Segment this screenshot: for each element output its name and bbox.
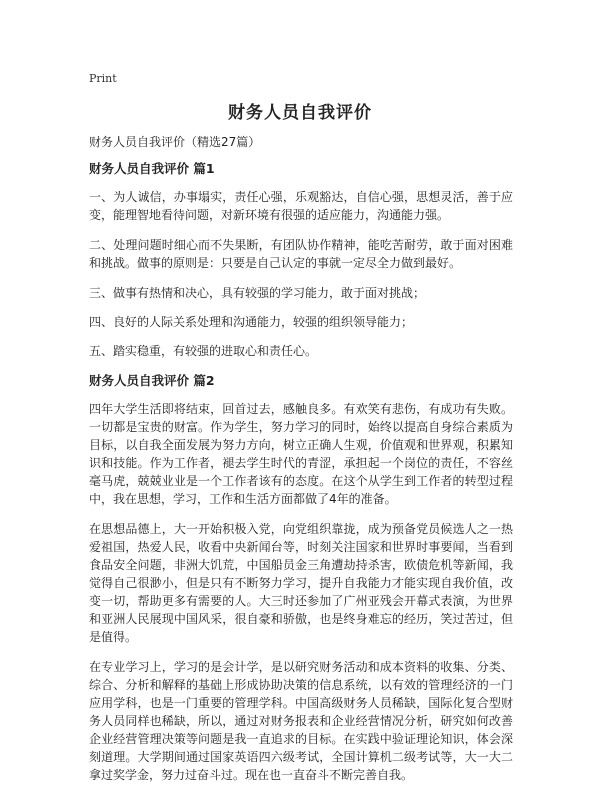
paragraph: 在专业学习上，学习的是会计学，是以研究财务活动和成本资料的收集、分类、综合、分析和解释的基础上形成协助决策的信息系统，以有效的管理经济的一门应用学科，也是一门重要的管理学科。中国高级财务人员稀缺，国际化复合型财务人员同样也稀缺，所以，通过对财务报表和企业经营情况分析，研究如何改善企业经营管理决策等问题是我一直追求的目标。在实践中验证理论知识，体会深刻道理。大学期间通过国家英语四六级考试，全国计算机二级考试等，大一大二拿过奖学金，努力过奋斗过。现在也一直奋斗不断完善自我。	[89, 660, 513, 782]
document-content	[89, 160, 513, 796]
paragraph: 四年大学生活即将结束，回首过去，感触良多。有欢笑有悲伤，有成功有失败。一切都是宝贵的财富。作为学生，努力学习的同时，始终以提高自身综合素质为目标，以自我全面发展为努力方向，树立正确人生观，价值观和世界观，积累知识和技能。作为工作者，褪去学生时代的青涩，承担起一个岗位的责任，不容丝毫马虎，兢兢业业是一个工作者该有的态度。在这个从学生到工作者的转型过程中，我在思想，学习，工作和生活方面都做了4年的准备。	[89, 402, 513, 506]
paragraph: 三、做事有热情和决心，具有较强的学习能力，敢于面对挑战；	[89, 286, 426, 300]
paragraph: 一、为人诚信，办事塌实，责任心强，乐观豁达，自信心强，思想灵活，善于应变，能理智地看待问题，对新环境有很强的适应能力，沟通能力强。	[89, 190, 513, 222]
page-title: 财务人员自我评价	[228, 103, 372, 123]
section-2	[89, 372, 513, 784]
page-subtitle: 财务人员自我评价（精选27篇）	[89, 135, 261, 149]
section-heading: 财务人员自我评价 篇2	[89, 373, 215, 388]
paragraph: 在思想品德上，大一开始积极入党，向党组织靠拢，成为预备党员候选人之一热爱祖国，热爱人民，收看中央新闻台等，时刻关注国家和世界时事要闻，当看到食品安全问题，非洲大饥荒，中国船员金三角遭劫持杀害，欧债危机等新闻，我觉得自己很渺小，但是只有不断努力学习，提升自我能力才能实现自我价值，改变一切，帮助更多有需要的人。大三时还参加了广州亚残会开幕式表演，为世界和亚洲人民展现中国风采，很自豪和骄傲，也是终身难忘的经历，笑过苦过，但是值得。	[89, 522, 513, 644]
section-heading: 财务人员自我评价 篇1	[89, 161, 215, 176]
print-label: Print	[89, 72, 117, 85]
paragraph: 四、良好的人际关系处理和沟通能力，较强的组织领导能力；	[89, 315, 414, 329]
paragraph: 五、踏实稳重，有较强的进取心和责任心。	[89, 344, 318, 358]
section-1	[89, 160, 513, 360]
paragraph: 二、处理问题时细心而不失果断，有团队协作精神，能吃苦耐劳，敢于面对困难和挑战。做事的原则是：只要是自己认定的事就一定尽全力做到最好。	[89, 238, 513, 270]
